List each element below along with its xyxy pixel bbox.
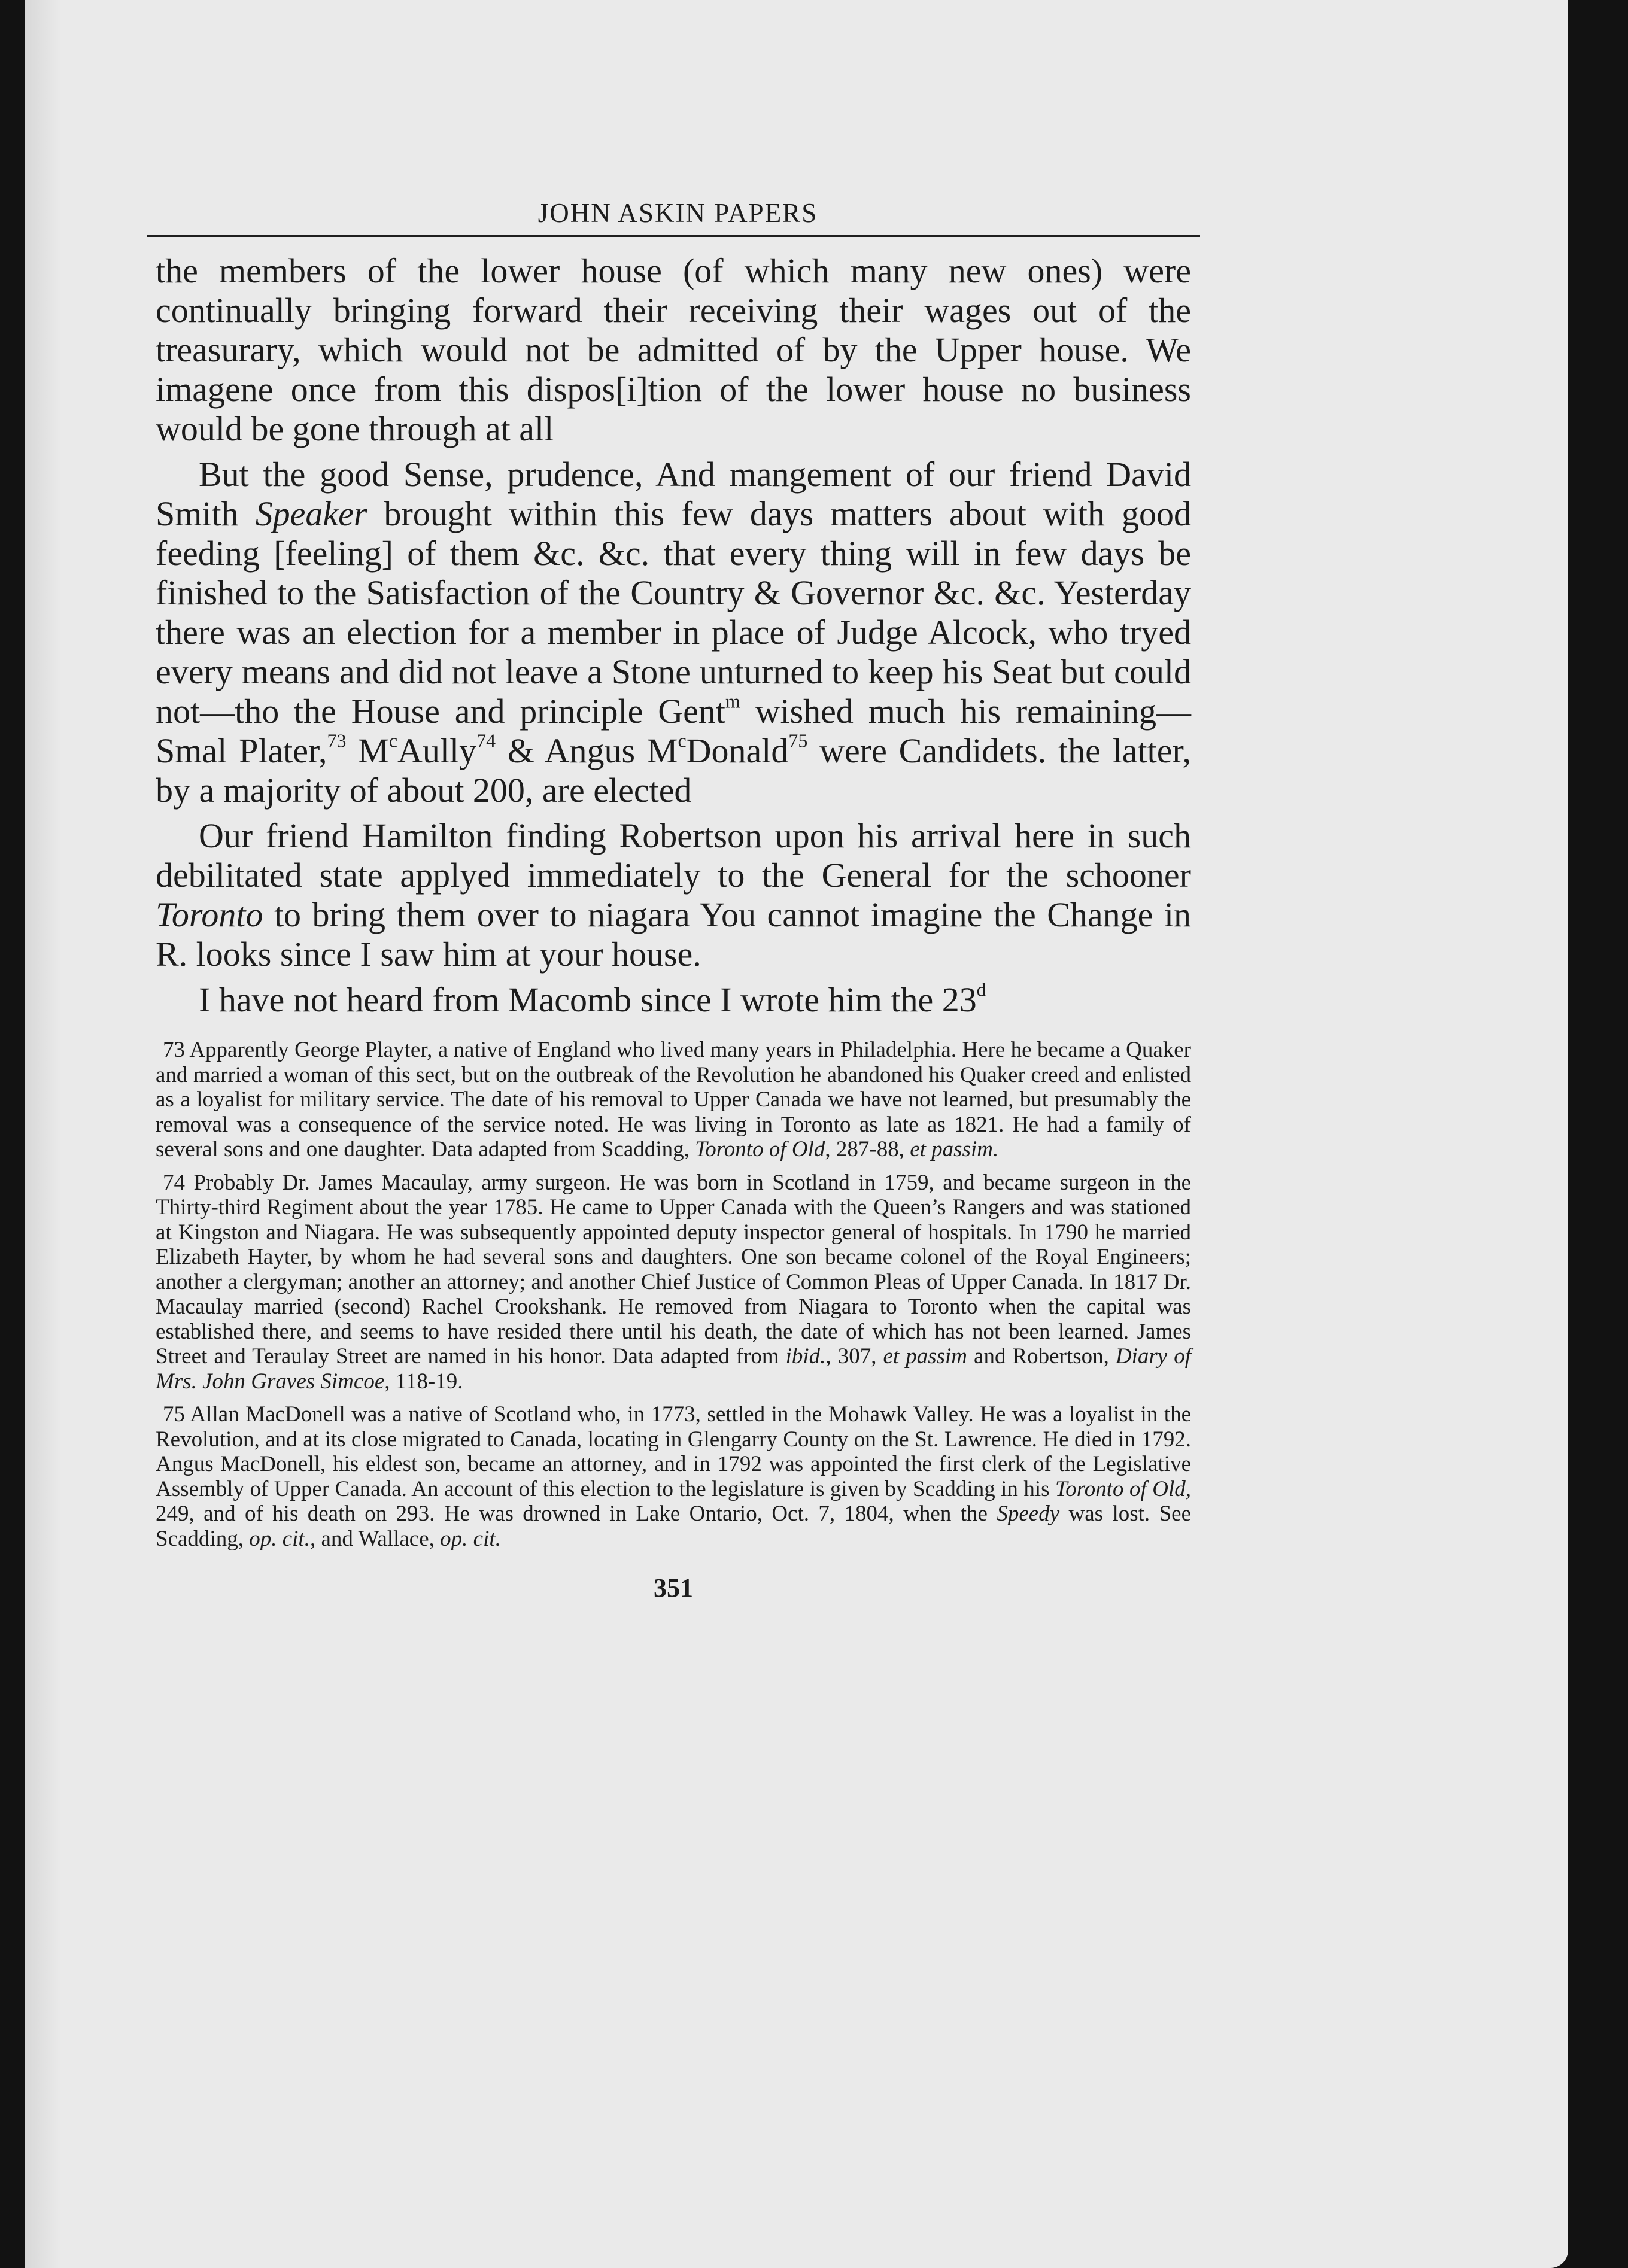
speaker-italic: Speaker [255,494,367,533]
page-number: 351 [654,1573,693,1603]
footnote-ref-74: 74 [476,730,496,752]
footnote-73: 73 Apparently George Playter, a native of England who lived many years in Philadelphia. Here he became a Quaker and married a woman of this sect, but on the outbreak of the Revolution he abandoned his Quaker creed and enlisted as a loyalist for military service. The date of his removal to Upper Canada we have not learned, but presumably the removal was a consequence of the service noted. He was living in Toronto as late as 1821. He had a family of several sons and one daughter. Data adapted from Scadding, Toronto of Old, 287-88, et passim. [156,1038,1191,1162]
footnote-ref-75: 75 [788,730,808,752]
schooner-name-italic: Toronto [156,895,263,934]
paragraph-3: Our friend Hamilton finding Robertson upon his arrival here in such debilitated state applyed immediately to the General for the schooner Toronto to bring them over to niagara You cannot imagine the Change in R. looks since I saw him at your house. [156,816,1191,974]
page-content [156,197,1191,1603]
footnote-ref-73: 73 [327,730,347,752]
main-text [156,251,1191,1020]
footnotes [156,1038,1191,1551]
running-head: JOHN ASKIN PAPERS [147,197,1200,237]
paragraph-2: But the good Sense, prudence, And mangement of our friend David Smith Speaker brought within this few days matters about with good feeding [feeling] of them &c. &c. that every thing will in few days be finished to the Satisfaction of the Country & Governor &c. &c. Yesterday there was an election for a member in place of Judge Alcock, who tryed every means and did not leave a Stone unturned to keep his Seat but could not—tho the House and principle Gent$^m$ wished much his remaining—Smal Plater,$^{73}$ $M^cAully^{74}$ & Angus $M^cDonald^{75}$ were Candidets. the latter, by a majority of about 200, are elected [156,455,1191,810]
paragraph-1: the members of the lower house (of which many new ones) were continually bringing forward their receiving their wages out of the treasurary, which would not be admitted of by the Upper house. We imagene once from this dispos[i]tion of the lower house no business would be gone through at all [156,251,1191,448]
footnote-74: 74 Probably Dr. James Macaulay, army surgeon. He was born in Scotland in 1759, and became surgeon in the Thirty-third Regiment about the year 1785. He came to Upper Canada with the Queen’s Rangers and was stationed at Kingston and Niagara. He was subsequently appointed deputy inspector general of hospitals. In 1790 he married Elizabeth Hayter, by whom he had several sons and daughters. One son became colonel of the Royal Engineers; another a clergyman; another an attorney; and another Chief Justice of Common Pleas of Upper Canada. In 1817 Dr. Macaulay married (second) Rachel Crookshank. He removed from Niagara to Toronto when the capital was established there, and seems to have resided there until his death, the date of which has not been learned. James Street and Teraulay Street are named in his honor. Data adapted from ibid., 307, et passim and Robertson, Diary of Mrs. John Graves Simcoe, 118-19. [156,1170,1192,1394]
paragraph-4: I have not heard from Macomb since I wrote him the 23$^d$ [199,979,986,1019]
page-gutter-shadow [25,0,61,2268]
footnote-75: 75 Allan MacDonell was a native of Scotland who, in 1773, settled in the Mohawk Valley. He was a loyalist in the Revolution, and at its close migrated to Canada, locating in Glengarry County on the St. Lawrence. He died in 1792. Angus MacDonell, his eldest son, became an attorney, and in 1792 was appointed the first clerk of the Legislative Assembly of Upper Canada. An account of this election to the legislature is given by Scadding in his Toronto of Old, 249, and of his death on 293. He was drowned in Lake Ontario, Oct. 7, 1804, when the Speedy was lost. See Scadding, op. cit., and Wallace, op. cit. [156,1402,1191,1551]
